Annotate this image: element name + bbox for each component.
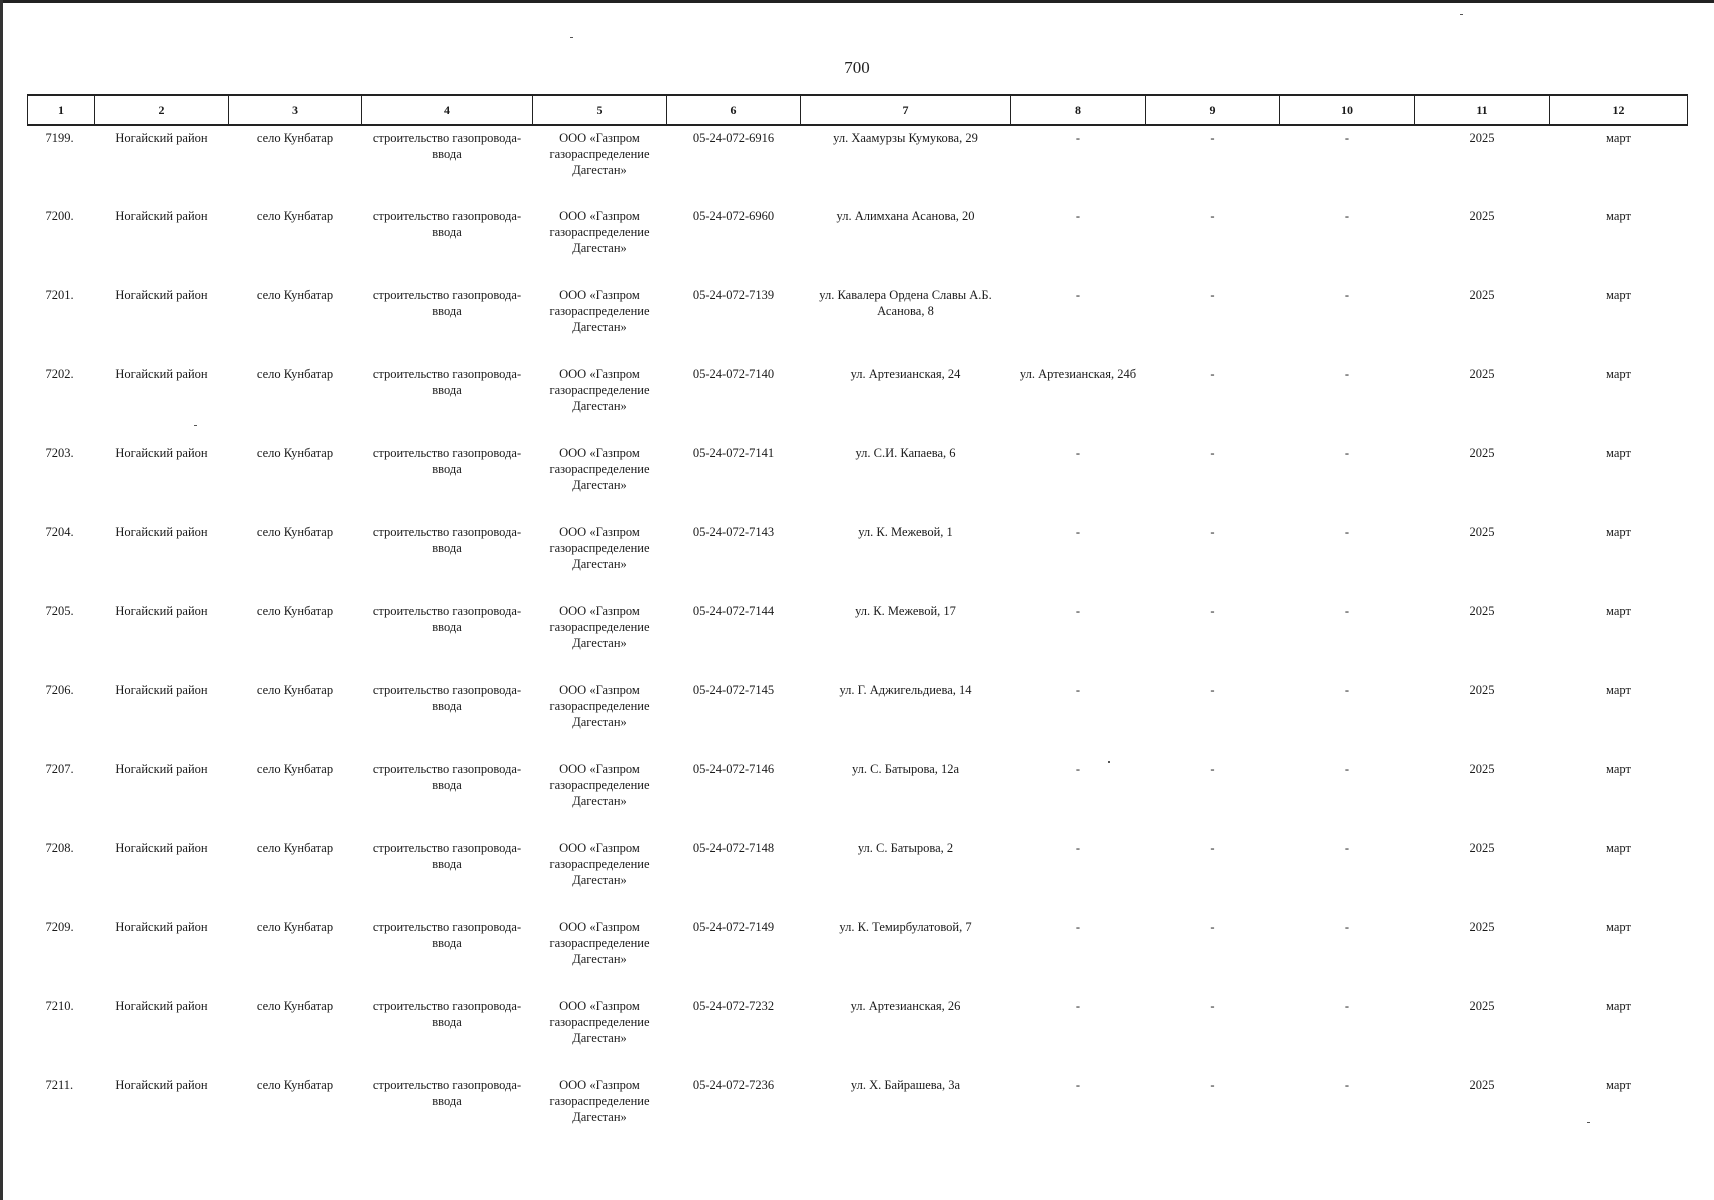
column-header: 10	[1280, 95, 1415, 125]
settlement-cell: село Кунбатар	[256, 920, 334, 934]
column-header: 3	[229, 95, 362, 125]
column-9-cell: -	[1210, 683, 1215, 697]
cadastral-number-cell: 05-24-072-7139	[692, 288, 775, 302]
column-header: 8	[1011, 95, 1146, 125]
year-cell: 2025	[1469, 209, 1495, 223]
year-cell: 2025	[1469, 841, 1495, 855]
year-cell: 2025	[1469, 131, 1495, 145]
column-10-cell: -	[1344, 920, 1350, 934]
column-8-cell: -	[1075, 446, 1081, 460]
scan-left-edge	[0, 0, 3, 1200]
work-type-cell: строительство газопровода-ввода	[372, 367, 522, 397]
row-number: 7209.	[45, 920, 74, 934]
month-cell: март	[1606, 841, 1631, 855]
settlement-cell: село Кунбатар	[256, 1078, 334, 1092]
column-9-cell: -	[1210, 920, 1215, 934]
month-cell: март	[1606, 920, 1631, 934]
column-9-cell: -	[1210, 999, 1215, 1013]
column-10-cell: -	[1344, 762, 1350, 776]
work-type-cell: строительство газопровода-ввода	[372, 131, 522, 161]
column-header: 2	[95, 95, 229, 125]
organization-cell: ООО «Газпром газораспределение Дагестан»	[549, 604, 650, 650]
column-header: 1	[28, 95, 95, 125]
column-8-cell: -	[1075, 762, 1081, 776]
district-cell: Ногайский район	[115, 999, 208, 1013]
month-cell: март	[1606, 525, 1631, 539]
settlement-cell: село Кунбатар	[256, 131, 334, 145]
cadastral-number-cell: 05-24-072-6916	[692, 131, 775, 145]
organization-cell: ООО «Газпром газораспределение Дагестан»	[549, 131, 650, 177]
row-number: 7205.	[45, 604, 74, 618]
table-row	[28, 362, 1688, 441]
table-row	[28, 915, 1688, 994]
column-10-cell: -	[1344, 288, 1350, 302]
column-10-cell: -	[1344, 446, 1350, 460]
work-type-cell: строительство газопровода-ввода	[372, 920, 522, 950]
district-cell: Ногайский район	[115, 367, 208, 381]
column-9-cell: -	[1210, 367, 1215, 381]
table-row	[28, 520, 1688, 599]
cadastral-number-cell: 05-24-072-7140	[692, 367, 775, 381]
settlement-cell: село Кунбатар	[256, 446, 334, 460]
organization-cell: ООО «Газпром газораспределение Дагестан»	[549, 288, 650, 334]
settlement-cell: село Кунбатар	[256, 604, 334, 618]
column-10-cell: -	[1344, 367, 1350, 381]
organization-cell: ООО «Газпром газораспределение Дагестан»	[549, 209, 650, 255]
column-8-cell: -	[1075, 604, 1081, 618]
column-8-cell: -	[1075, 999, 1081, 1013]
year-cell: 2025	[1469, 1078, 1495, 1092]
settlement-cell: село Кунбатар	[256, 367, 334, 381]
column-10-cell: -	[1344, 209, 1350, 223]
column-10-cell: -	[1344, 841, 1350, 855]
year-cell: 2025	[1469, 288, 1495, 302]
column-9-cell: -	[1210, 604, 1215, 618]
address-cell: ул. Артезианская, 26	[850, 999, 961, 1013]
cadastral-number-cell: 05-24-072-6960	[692, 209, 775, 223]
settlement-cell: село Кунбатар	[256, 525, 334, 539]
cadastral-number-cell: 05-24-072-7236	[692, 1078, 775, 1092]
year-cell: 2025	[1469, 446, 1495, 460]
column-10-cell: -	[1344, 999, 1350, 1013]
work-type-cell: строительство газопровода-ввода	[372, 525, 522, 555]
page-number: 700	[844, 58, 870, 77]
address-cell: ул. Алимхана Асанова, 20	[836, 209, 975, 223]
column-10-cell: -	[1344, 131, 1350, 145]
month-cell: март	[1606, 131, 1631, 145]
district-cell: Ногайский район	[115, 288, 208, 302]
year-cell: 2025	[1469, 762, 1495, 776]
column-8-cell: -	[1075, 288, 1081, 302]
cadastral-number-cell: 05-24-072-7141	[692, 446, 775, 460]
address-cell: ул. Кавалера Ордена Славы А.Б. Асанова, 8	[819, 288, 992, 318]
cadastral-number-cell: 05-24-072-7144	[692, 604, 775, 618]
column-9-cell: -	[1210, 209, 1215, 223]
row-number: 7203.	[45, 446, 74, 460]
address-cell: ул. Хаамурзы Кумукова, 29	[833, 131, 978, 145]
work-type-cell: строительство газопровода-ввода	[372, 1078, 522, 1108]
column-8-cell: -	[1075, 209, 1081, 223]
settlement-cell: село Кунбатар	[256, 999, 334, 1013]
row-number: 7207.	[45, 762, 74, 776]
month-cell: март	[1606, 367, 1631, 381]
column-8-cell: -	[1075, 920, 1081, 934]
district-cell: Ногайский район	[115, 920, 208, 934]
organization-cell: ООО «Газпром газораспределение Дагестан»	[549, 683, 650, 729]
address-cell: ул. К. Межевой, 1	[858, 525, 953, 539]
district-cell: Ногайский район	[115, 446, 208, 460]
column-9-cell: -	[1210, 762, 1215, 776]
scan-top-edge	[0, 0, 1714, 3]
month-cell: март	[1606, 209, 1631, 223]
settlement-cell: село Кунбатар	[256, 683, 334, 697]
year-cell: 2025	[1469, 367, 1495, 381]
district-cell: Ногайский район	[115, 1078, 208, 1092]
month-cell: март	[1606, 999, 1631, 1013]
address-cell: ул. С. Батырова, 2	[857, 841, 954, 855]
year-cell: 2025	[1469, 525, 1495, 539]
row-number: 7208.	[45, 841, 74, 855]
row-number: 7200.	[45, 209, 74, 223]
row-number: 7201.	[45, 288, 74, 302]
table-row	[28, 836, 1688, 915]
column-header: 9	[1146, 95, 1280, 125]
organization-cell: ООО «Газпром газораспределение Дагестан»	[549, 525, 650, 571]
work-type-cell: строительство газопровода-ввода	[372, 446, 522, 476]
address-cell: ул. Артезианская, 24	[850, 367, 961, 381]
work-type-cell: строительство газопровода-ввода	[372, 762, 522, 792]
work-type-cell: строительство газопровода-ввода	[372, 604, 522, 634]
table-row	[28, 1073, 1688, 1152]
column-8-cell: -	[1075, 525, 1081, 539]
column-9-cell: -	[1210, 1078, 1215, 1092]
column-header: 4	[362, 95, 533, 125]
address-cell: ул. Г. Аджигельдиева, 14	[839, 683, 972, 697]
column-10-cell: -	[1344, 683, 1350, 697]
district-cell: Ногайский район	[115, 525, 208, 539]
column-8-cell: ул. Артезианская, 24б	[1019, 367, 1137, 381]
month-cell: март	[1606, 604, 1631, 618]
address-cell: ул. С.И. Капаева, 6	[855, 446, 956, 460]
year-cell: 2025	[1469, 604, 1495, 618]
table-row	[28, 204, 1688, 283]
settlement-cell: село Кунбатар	[256, 841, 334, 855]
organization-cell: ООО «Газпром газораспределение Дагестан»	[549, 762, 650, 808]
address-cell: ул. К. Темирбулатовой, 7	[839, 920, 972, 934]
district-cell: Ногайский район	[115, 131, 208, 145]
organization-cell: ООО «Газпром газораспределение Дагестан»	[549, 446, 650, 492]
scan-speck	[570, 37, 573, 38]
organization-cell: ООО «Газпром газораспределение Дагестан»	[549, 367, 650, 413]
column-10-cell: -	[1344, 604, 1350, 618]
cadastral-number-cell: 05-24-072-7149	[692, 920, 775, 934]
address-cell: ул. Х. Байрашева, 3а	[850, 1078, 961, 1092]
column-header: 11	[1415, 95, 1550, 125]
column-9-cell: -	[1210, 841, 1215, 855]
column-9-cell: -	[1210, 131, 1215, 145]
scan-speck	[1460, 14, 1463, 15]
column-10-cell: -	[1344, 525, 1350, 539]
cadastral-number-cell: 05-24-072-7232	[692, 999, 775, 1013]
district-cell: Ногайский район	[115, 762, 208, 776]
table-row	[28, 994, 1688, 1073]
month-cell: март	[1606, 762, 1631, 776]
month-cell: март	[1606, 1078, 1631, 1092]
table-row	[28, 441, 1688, 520]
row-number: 7204.	[45, 525, 74, 539]
cadastral-number-cell: 05-24-072-7148	[692, 841, 775, 855]
table-row	[28, 678, 1688, 757]
cadastral-number-cell: 05-24-072-7143	[692, 525, 775, 539]
district-cell: Ногайский район	[115, 604, 208, 618]
district-cell: Ногайский район	[115, 841, 208, 855]
address-cell: ул. С. Батырова, 12а	[851, 762, 960, 776]
organization-cell: ООО «Газпром газораспределение Дагестан»	[549, 999, 650, 1045]
table-row	[28, 599, 1688, 678]
organization-cell: ООО «Газпром газораспределение Дагестан»	[549, 920, 650, 966]
row-number: 7211.	[45, 1078, 74, 1092]
row-number: 7210.	[45, 999, 74, 1013]
work-type-cell: строительство газопровода-ввода	[372, 999, 522, 1029]
table-row	[28, 283, 1688, 362]
month-cell: март	[1606, 288, 1631, 302]
settlement-cell: село Кунбатар	[256, 762, 334, 776]
year-cell: 2025	[1469, 683, 1495, 697]
cadastral-number-cell: 05-24-072-7146	[692, 762, 775, 776]
registry-table	[27, 94, 1688, 1152]
table-header-row	[28, 95, 1688, 125]
month-cell: март	[1606, 446, 1631, 460]
column-10-cell: -	[1344, 1078, 1350, 1092]
column-9-cell: -	[1210, 446, 1215, 460]
month-cell: март	[1606, 683, 1631, 697]
organization-cell: ООО «Газпром газораспределение Дагестан»	[549, 1078, 650, 1124]
column-9-cell: -	[1210, 288, 1215, 302]
district-cell: Ногайский район	[115, 683, 208, 697]
column-header: 5	[533, 95, 667, 125]
column-9-cell: -	[1210, 525, 1215, 539]
column-header: 6	[667, 95, 801, 125]
work-type-cell: строительство газопровода-ввода	[372, 288, 522, 318]
row-number: 7199.	[45, 131, 74, 145]
row-number: 7206.	[45, 683, 74, 697]
address-cell: ул. К. Межевой, 17	[855, 604, 956, 618]
organization-cell: ООО «Газпром газораспределение Дагестан»	[549, 841, 650, 887]
column-8-cell: -	[1075, 1078, 1081, 1092]
settlement-cell: село Кунбатар	[256, 209, 334, 223]
table-row	[28, 125, 1688, 204]
year-cell: 2025	[1469, 920, 1495, 934]
column-8-cell: -	[1075, 131, 1081, 145]
year-cell: 2025	[1469, 999, 1495, 1013]
district-cell: Ногайский район	[115, 209, 208, 223]
work-type-cell: строительство газопровода-ввода	[372, 209, 522, 239]
work-type-cell: строительство газопровода-ввода	[372, 683, 522, 713]
cadastral-number-cell: 05-24-072-7145	[692, 683, 775, 697]
settlement-cell: село Кунбатар	[256, 288, 334, 302]
column-8-cell: -	[1075, 841, 1081, 855]
column-8-cell: -	[1075, 683, 1081, 697]
table-row	[28, 757, 1688, 836]
column-header: 12	[1550, 95, 1688, 125]
work-type-cell: строительство газопровода-ввода	[372, 841, 522, 871]
column-header: 7	[801, 95, 1011, 125]
row-number: 7202.	[45, 367, 74, 381]
